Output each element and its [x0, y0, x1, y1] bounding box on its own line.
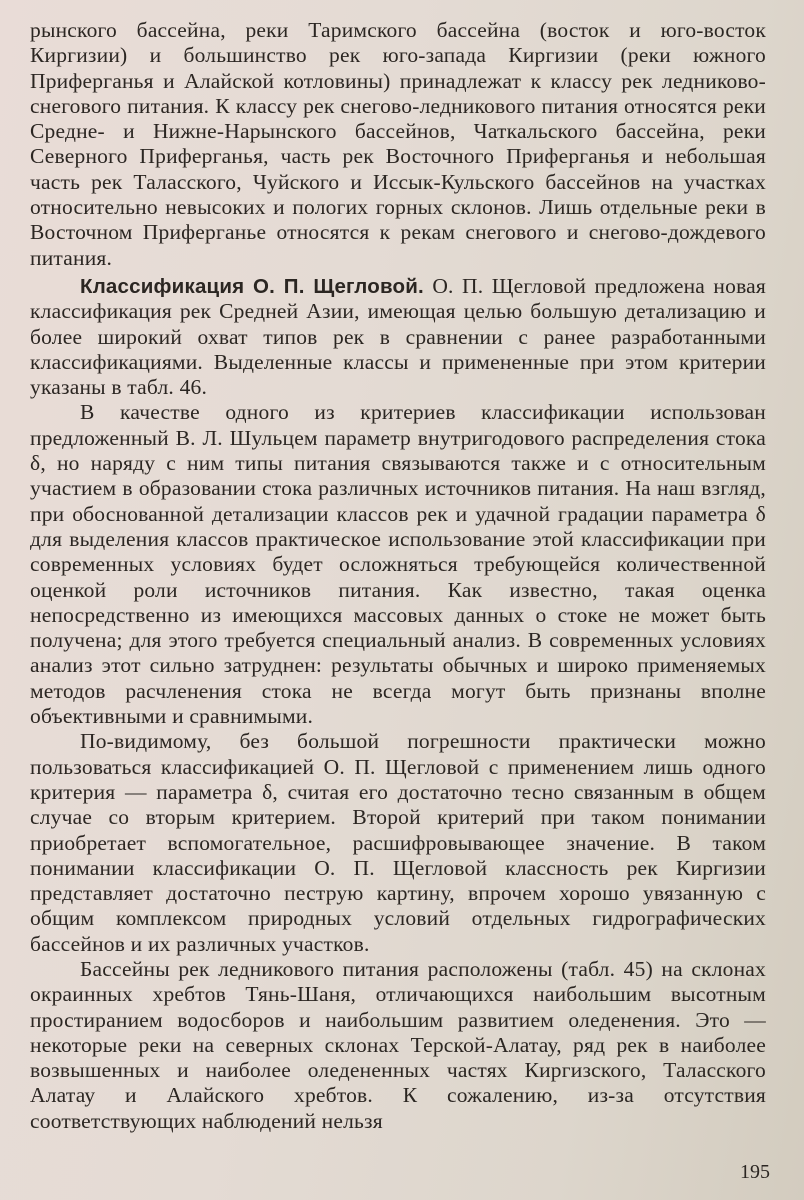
paragraph-3-text: В качестве одного из критериев классификации использован предложенный В. Л. Шульцем параметр внутригодового распределения стока δ, но наряду с ним типы питания связываются также и с относительным участием в образовании стока различных источников питания. На наш взгляд, при обоснованной детализации классов рек и удачной градации параметра δ для выделения классов практическое использование этой классификации при современных условиях будет осложняться требующейся количественной оценкой роли источников питания. Как известно, такая оценка непосредственно из имеющихся массовых данных о стоке не может быть получена; для этого требуется специальный анализ. В современных условиях анализ этот сильно затруднен: результаты обычных и широко применяемых методов расчленения стока не всегда могут быть признаны вполне объективными и сравнимыми. — [30, 400, 766, 729]
paragraph-3 — [30, 400, 766, 729]
paragraph-1 — [30, 18, 766, 271]
paragraph-2 — [30, 274, 766, 400]
paragraph-5 — [30, 957, 766, 1134]
paragraph-2-text: О. П. Щегловой предложена новая классификация рек Средней Азии, имеющая целью большую детализацию и более широкий охват типов рек в сравнении с ранее разработанными классификациями. Выделенные классы и примененные при этом критерии указаны в табл. 46. — [30, 273, 766, 400]
paragraph-5-text: Бассейны рек ледникового питания расположены (табл. 45) на склонах окраинных хребтов Тянь-Шаня, отличающихся наибольшим высотным простиранием водосборов и наибольшим развитием оледенения. Это — некоторые реки на северных склонах Терской-Алатау, ряд рек в наиболее возвышенных и наиболее оледененных частях Киргизского, Таласского Алатау и Алайского хребтов. К сожалению, из-за отсутствия соответствующих наблюдений нельзя — [30, 956, 766, 1133]
page-number: 195 — [740, 1161, 770, 1183]
paragraph-1-text: рынского бассейна, реки Таримского бассейна (восток и юго-восток Киргизии) и большинство рек юго-запада Киргизии (реки южного Приферганья и Алайской котловины) принадлежат к классу рек ледниково-снегового питания. К классу рек снегово-ледникового питания относятся реки Средне- и Нижне-Нарынского бассейнов, Чаткальского бассейна, реки Северного Приферганья, часть рек Восточного Приферганья и небольшая часть рек Таласского, Чуйского и Иссык-Кульского бассейнов на участках относительно невысоких и пологих горных склонов. Лишь отдельные реки в Восточном Приферганье относятся к рекам снегового и снегово-дождевого питания. — [30, 18, 766, 270]
section-heading-shcheglova: Классификация О. П. Щегловой. — [80, 274, 424, 298]
paragraph-4-text: По-видимому, без большой погрешности практически можно пользоваться классификацией О. П. Щегловой с применением лишь одного критерия — параметра δ, считая его достаточно тесно связанным в общем случае со вторым критерием. Второй критерий при таком понимании приобретает вспомогательное, расшифровывающее значение. В таком понимании классификации О. П. Щегловой классность рек Киргизии представляет достаточно пеструю картину, впрочем хорошо увязанную с общим комплексом природных условий отдельных гидрографических бассейнов и их различных участков. — [30, 729, 766, 956]
paragraph-4 — [30, 729, 766, 957]
body-text — [30, 18, 766, 1134]
